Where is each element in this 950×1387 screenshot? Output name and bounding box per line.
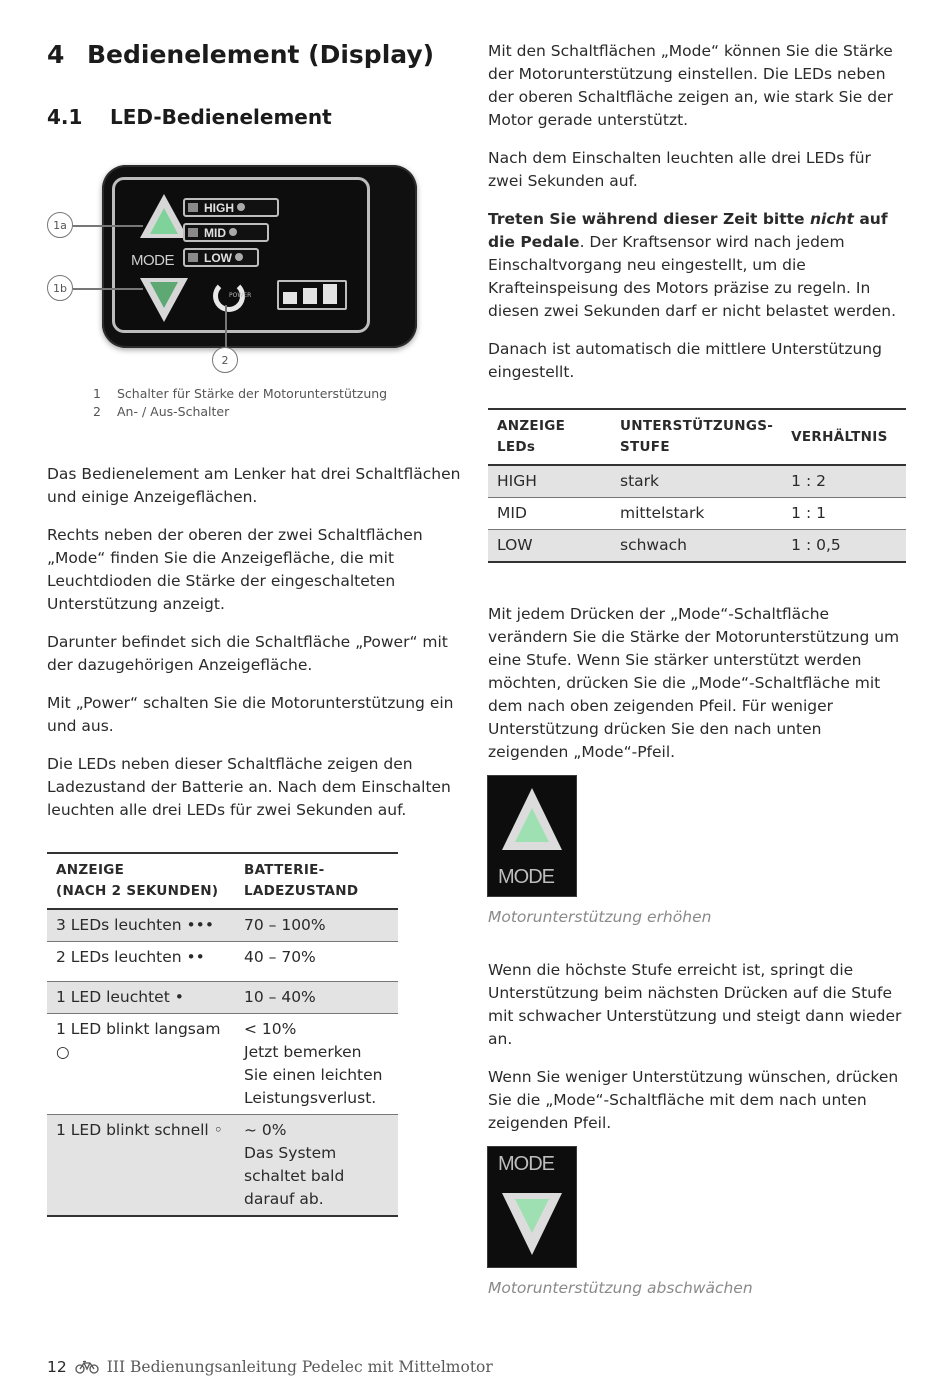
led-mid-label: MID <box>204 225 226 240</box>
callout-1b: 1b <box>47 275 73 301</box>
table-header-row <box>488 409 906 465</box>
table-row <box>488 465 906 498</box>
callout-1a: 1a <box>47 212 73 238</box>
table-cell: 3 LEDs leuchten ••• <box>47 909 235 942</box>
table-header-row <box>47 853 398 909</box>
paragraph: Nach dem Einschalten leuchten alle drei LEDs für zwei Sekunden auf. <box>488 149 871 190</box>
callout-line-2 <box>225 305 227 347</box>
battery-bar-1 <box>283 292 297 304</box>
display-device <box>102 165 417 348</box>
legend-number: 2 <box>93 404 101 419</box>
table-cell: 1 LED leuchtet • <box>47 982 235 1014</box>
figure-legend <box>47 385 462 421</box>
paragraph: Rechts neben der oberen der zwei Schaltflächen „Mode“ finden Sie die Anzeigefläche, die mit Leuchtdioden die Stärke der eingeschalteten Unterstützung anzeigt. <box>47 526 423 613</box>
led-mid-bars <box>229 228 259 237</box>
mode-up-arrow-glow <box>150 208 178 234</box>
led-high-label: HIGH <box>204 200 234 215</box>
led-mid <box>183 223 269 242</box>
table-cell: stark <box>611 465 782 498</box>
table-header: UNTERSTÜTZUNGS- STUFE <box>620 418 774 455</box>
led-low <box>183 248 259 267</box>
mode-down-arrow-glow <box>150 282 178 308</box>
table-cell: 40 – 70% <box>235 942 398 982</box>
left-column <box>47 40 462 1217</box>
battery-bar-2 <box>303 288 317 304</box>
legend-item <box>47 385 462 403</box>
mode-down-photo <box>488 1147 576 1267</box>
callout-line-1b <box>73 288 143 290</box>
led-low-dot <box>188 253 198 262</box>
page-number: 12 <box>47 1358 67 1376</box>
down-arrow-glow <box>515 1199 549 1233</box>
table-cell: schwach <box>611 530 782 563</box>
led-mid-dot <box>188 228 198 237</box>
caption-increase: Motorunterstützung erhöhen <box>488 908 712 926</box>
section-title: LED-Bedienelement <box>110 105 332 129</box>
paragraph: Die LEDs neben dieser Schaltfläche zeigen den Ladezustand der Batterie an. Nach dem Einschalten leuchten alle drei LEDs für zwei Sekunden auf. <box>47 755 451 819</box>
battery-table <box>47 852 398 1217</box>
section-heading <box>47 105 462 129</box>
legend-text: An- / Aus-Schalter <box>117 404 230 419</box>
table-cell: 1 : 1 <box>782 498 906 530</box>
table-cell: LOW <box>488 530 611 563</box>
chapter-heading <box>47 40 462 69</box>
paragraph: Darunter befindet sich die Schaltfläche „Power“ mit der dazugehörigen Anzeigefläche. <box>47 633 448 674</box>
footer-title: III Bedienungsanleitung Pedelec mit Mittelmotor <box>106 1358 493 1376</box>
mode-label: MODE <box>131 252 174 269</box>
support-table <box>488 408 906 563</box>
table-header: ANZEIGE (NACH 2 SEKUNDEN) <box>56 862 219 899</box>
warning-text-b: auf die Pedale <box>488 210 888 251</box>
display-figure <box>47 165 462 385</box>
paragraph: Wenn die höchste Stufe erreicht ist, springt die Unterstützung beim nächsten Drücken auf die Stufe mit schwacher Unterstützung und steigt dann wieder an. <box>488 961 902 1048</box>
callout-line-1a <box>73 225 143 227</box>
table-row <box>47 1014 398 1115</box>
table-cell: 2 LEDs leuchten •• <box>47 942 235 982</box>
table-header: BATTERIE- LADEZUSTAND <box>244 862 359 899</box>
table-cell: 70 – 100% <box>235 909 398 942</box>
mode-down-label: MODE <box>498 1153 554 1175</box>
paragraph: Das Bedienelement am Lenker hat drei Schaltflächen und einige Anzeigeflächen. <box>47 465 461 506</box>
table-cell: mittelstark <box>611 498 782 530</box>
table-cell: MID <box>488 498 611 530</box>
led-low-bars <box>235 253 255 262</box>
table-header: VERHÄLTNIS <box>791 428 888 445</box>
led-low-label: LOW <box>204 250 232 265</box>
caption-decrease: Motorunterstützung abschwächen <box>488 1279 753 1297</box>
bicycle-icon <box>75 1360 99 1374</box>
warning-text-a: Treten Sie während dieser Zeit bitte <box>488 210 810 228</box>
table-cell: HIGH <box>488 465 611 498</box>
led-high <box>183 198 279 217</box>
paragraph: Wenn Sie weniger Unterstützung wünschen, drücken Sie die „Mode“-Schaltfläche mit dem nach unten zeigenden Pfeil. <box>488 1068 899 1132</box>
paragraph: Mit den Schaltflächen „Mode“ können Sie die Stärke der Motorunterstützung einstellen. Die LEDs neben der oberen Schaltfläche zeigen an, wie stark Sie der Motor gerade unterstützt. <box>488 42 893 129</box>
table-row <box>47 909 398 942</box>
paragraph: Mit jedem Drücken der „Mode“-Schaltfläche verändern Sie die Stärke der Motorunterstützung um eine Stufe. Wenn Sie stärker unterstützt werden möchten, drücken Sie die „Mode“-Schaltfläche mit dem nach oben zeigenden Pfeil. Für weniger Unterstützung drücken Sie den nach unten zeigenden „Mode“-Pfeil. <box>488 605 900 761</box>
power-label: POWER <box>229 292 252 299</box>
table-cell: 10 – 40% <box>235 982 398 1014</box>
mode-up-label: MODE <box>498 866 554 888</box>
up-arrow-glow <box>515 808 549 842</box>
table-cell: < 10% Jetzt bemerken Sie einen leichten Leistungsverlust. <box>235 1014 398 1115</box>
table-row <box>488 530 906 563</box>
table-row <box>47 942 398 982</box>
paragraph <box>488 208 906 323</box>
warning-emphasis: nicht <box>809 210 854 228</box>
table-header: ANZEIGE LEDs <box>497 418 566 455</box>
chapter-title: Bedienelement (Display) <box>87 40 435 69</box>
table-cell: 1 LED blinkt schnell ◦ <box>47 1115 235 1217</box>
chapter-number: 4 <box>47 40 65 69</box>
section-number: 4.1 <box>47 105 83 129</box>
page-footer <box>47 1358 493 1376</box>
display-panel <box>112 177 370 333</box>
legend-item <box>47 403 462 421</box>
table-row <box>47 1115 398 1217</box>
mode-up-photo <box>488 776 576 896</box>
led-high-bars <box>237 203 271 212</box>
legend-number: 1 <box>93 386 101 401</box>
right-column <box>488 40 906 1300</box>
table-cell: ~ 0% Das System schaltet bald darauf ab. <box>235 1115 398 1217</box>
battery-bar-3 <box>323 284 337 304</box>
table-row <box>488 498 906 530</box>
table-cell: 1 : 0,5 <box>782 530 906 563</box>
table-row <box>47 982 398 1014</box>
warning-rest: . Der Kraftsensor wird nach jedem Einschaltvorgang neu eingestellt, um die Krafteinspeisung des Motors präzise zu regeln. In diesen zwei Sekunden darf er nicht belastet werden. <box>488 233 896 320</box>
table-cell: 1 : 2 <box>782 465 906 498</box>
paragraph: Mit „Power“ schalten Sie die Motorunterstützung ein und aus. <box>47 694 454 735</box>
legend-text: Schalter für Stärke der Motorunterstützung <box>117 386 388 401</box>
paragraph: Danach ist automatisch die mittlere Unterstützung eingestellt. <box>488 340 882 381</box>
callout-2: 2 <box>212 347 238 373</box>
led-high-dot <box>188 203 198 212</box>
table-cell: 1 LED blinkt langsam ○ <box>47 1014 235 1115</box>
